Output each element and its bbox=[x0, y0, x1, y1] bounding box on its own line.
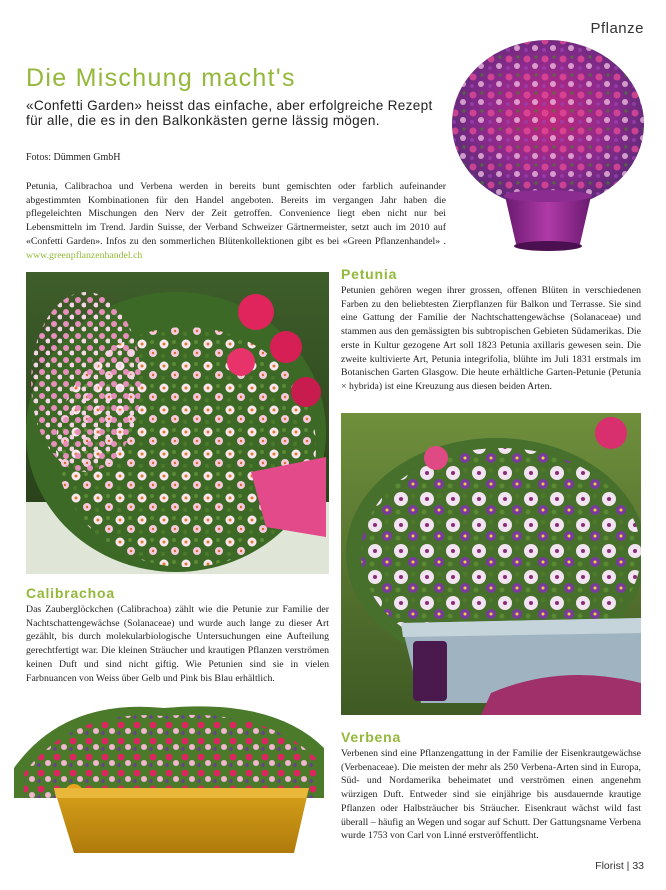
intro-paragraph bbox=[26, 180, 446, 262]
section-tag: Pflanze bbox=[590, 20, 644, 37]
petunia-text: Petunien gehören wegen ihrer grossen, offenen Blüten in verschiedenen Farben zu den beliebtesten Zierpflanzen für Balkon und Terrasse. Sie sind eine Gattung der Familie der Nachtschattengewächse (Solanaceae) und stammen aus den gemässigten bis subtropischen Gebieten Südamerikas. Die erste in Kultur gezogene Art soll 1823 Petunia axillaris gewesen sein. Die zweite kultivierte Art, Petunia integrifolia, blühte im Juli 1831 erstmals im Botanischen Garten Glasgow. Die heute erhältliche Garten-Petunie (Petunia × hybrida) ist eine Kreuzung aus diesen beiden Arten. bbox=[341, 285, 641, 392]
verbena-heading: Verbena bbox=[341, 729, 402, 745]
intro-text: Petunia, Calibrachoa und Verbena werden in bereits bunt gemischten oder farblich aufeinander abgestimmten Kombinationen für den Handel angeboten. Bereits im vergangen Jahr haben die pflegeleichten Mischungen den Nerv der Zeit getroffen. Convenience liegt eben nicht nur bei Lebensmitteln im Trend. Jardin Suisse, der Verband Schweizer Gärtnermeister, setzt auch im 2010 auf «Confetti Garden». Infos zu den sommerlichen Blütenkollektionen gibt es bei «Green Pflanzenhandel» . bbox=[26, 181, 446, 247]
photo-calibrachoa-basket bbox=[26, 272, 329, 574]
calibrachoa-heading: Calibrachoa bbox=[26, 585, 115, 601]
calibrachoa-text: Das Zauberglöckchen (Calibrachoa) zählt wie die Petunie zur Familie der Nachtschattengewächse (Solanaceae) und wurde auch lange zu dieser Art gezählt, bis durch molekularbiologische Untersuchungen eine Aufteilung gerechtfertigt war. Die kleinen Sträucher und krautigen Pflanzen verströmen keinen Duft und sind nicht giftig. Wie Petunien sind sie in vielen Farbnuancen von Weiss über Gelb und Pink bis Blau erhältlich. bbox=[26, 604, 329, 684]
photo-petunia-trough bbox=[341, 413, 641, 715]
lead-paragraph: «Confetti Garden» heisst das einfache, aber erfolgreiche Rezept für alle, die es in den Balkonkästen gerne lässig mögen. bbox=[26, 98, 433, 128]
website-link[interactable]: www.greenpflanzenhandel.ch bbox=[26, 249, 143, 261]
verbena-section bbox=[341, 729, 641, 843]
petunia-section bbox=[341, 266, 641, 394]
photo-pot-arrangement bbox=[450, 36, 646, 258]
page-footer: Florist | 33 bbox=[595, 860, 644, 872]
calibrachoa-section bbox=[26, 585, 329, 685]
headline: Die Mischung macht's bbox=[26, 64, 296, 92]
photo-balcony-box bbox=[4, 688, 330, 868]
photo-credit: Fotos: Dümmen GmbH bbox=[26, 152, 121, 163]
petunia-heading: Petunia bbox=[341, 266, 398, 282]
verbena-text: Verbenen sind eine Pflanzengattung in der Familie der Eisenkrautgewächse (Verbenaceae). Die meisten der mehr als 250 Verbena-Arten sind in Europa, Süd- und Nordamerika beheimatet und verströmen einen angenehm würzigen Duft. Entweder sind sie einjährige bis ausdauernde krautige Pflanzen oder Halbsträucher bis Sträucher. Eisenkraut wächst wild fast überall – häufig an Wegen und sogar auf Schutt. Der Gattungsname Verbena wurde 1753 von Carl von Linné erstveröffentlicht. bbox=[341, 748, 641, 842]
